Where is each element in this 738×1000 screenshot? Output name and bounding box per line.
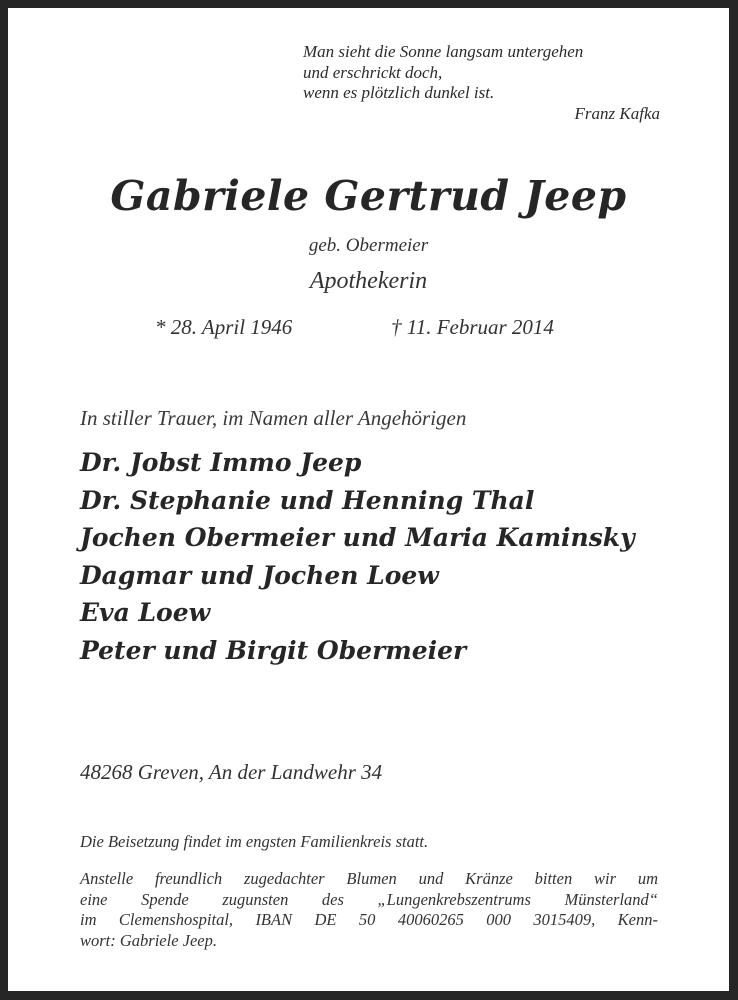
donation-line: eine Spende zugunsten des „Lungenkrebszentrums Münsterland“ [80, 889, 658, 909]
mourner-name: Dagmar und Jochen Loew [80, 560, 439, 590]
donation-line: im Clemenshospital, IBAN DE 50 40060265 000 3015409, Kenn- [80, 910, 658, 929]
quote-line: und erschrickt doch, [303, 62, 443, 82]
mourner-name: Dr. Jobst Immo Jeep [80, 448, 362, 477]
deceased-name: Gabriele Gertrud Jeep [110, 172, 627, 220]
mourner-name: Peter und Birgit Obermeier [80, 635, 467, 665]
donation-request [80, 869, 658, 951]
mourner-name: Jochen Obermeier und Maria Kaminsky [80, 523, 635, 552]
epigraph-quote [303, 42, 660, 124]
donation-line: Anstelle freundlich zugedachter Blumen und Kränze bitten wir um [80, 869, 658, 888]
mourning-line: In stiller Trauer, im Namen aller Angehörigen [80, 406, 467, 430]
birth-date: * 28. April 1946 [155, 315, 293, 339]
donation-line: wort: Gabriele Jeep. [80, 930, 218, 950]
address: 48268 Greven, An der Landwehr 34 [80, 760, 383, 784]
profession: Apothekerin [309, 268, 428, 294]
death-date: † 11. Februar 2014 [391, 315, 554, 339]
quote-author: Franz Kafka [574, 103, 660, 123]
obituary-notice [8, 8, 729, 991]
quote-line: Man sieht die Sonne langsam untergehen [303, 42, 584, 61]
mourners-list [80, 444, 635, 669]
quote-line: wenn es plötzlich dunkel ist. [303, 83, 495, 102]
funeral-notice: Die Beisetzung findet im engsten Familienkreis statt. [80, 832, 429, 851]
birth-name: geb. Obermeier [308, 235, 429, 256]
mourner-name: Dr. Stephanie und Henning Thal [80, 485, 535, 515]
mourner-name: Eva Loew [80, 598, 211, 627]
